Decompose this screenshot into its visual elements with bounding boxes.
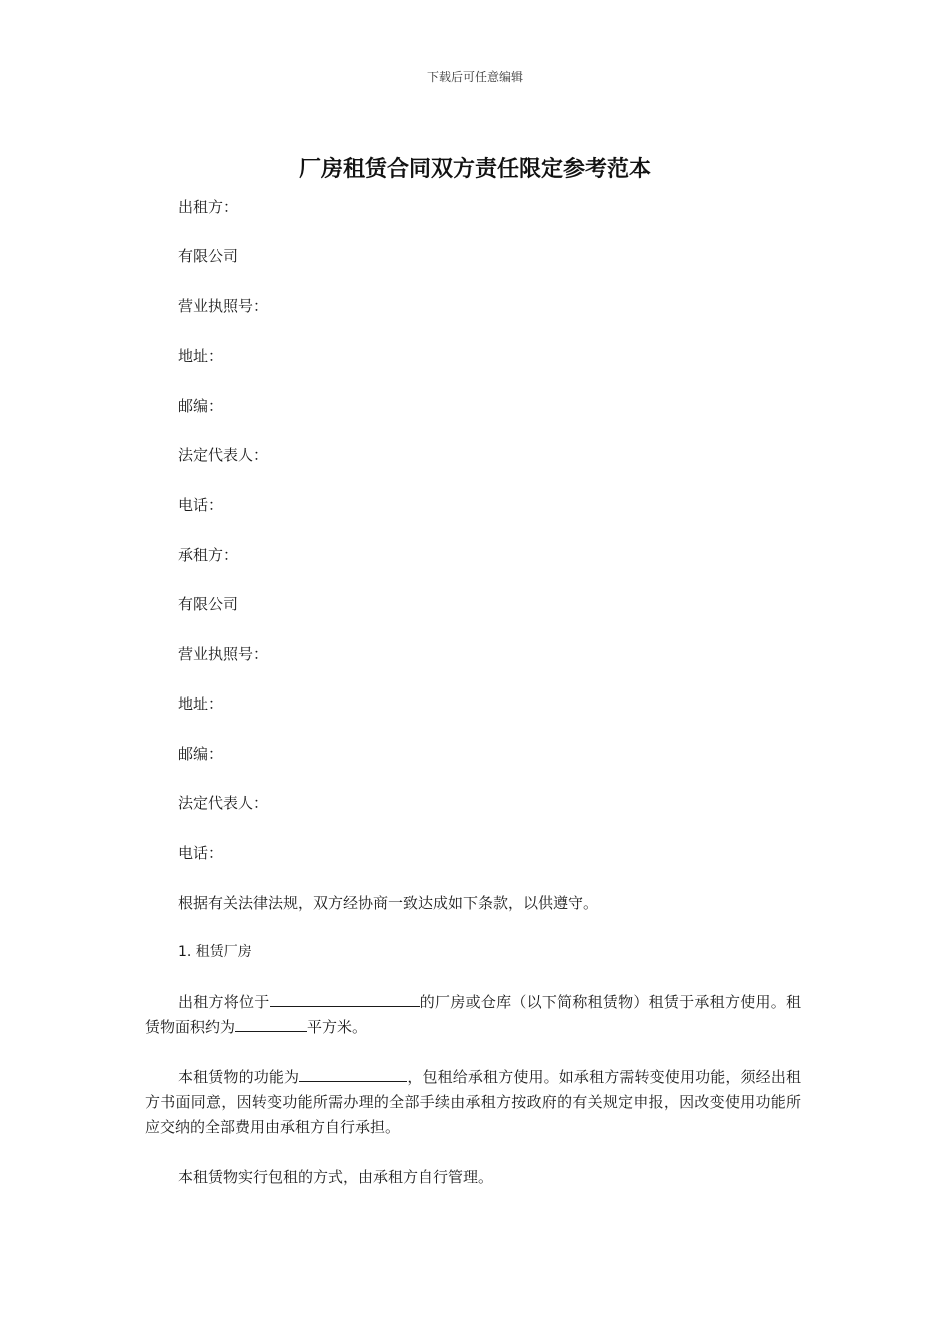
paragraph-management: 本租赁物实行包租的方式，由承租方自行管理。: [178, 1168, 494, 1186]
lessor-company: 有限公司: [178, 247, 239, 265]
document-title: 厂房租赁合同双方责任限定参考范本: [298, 157, 651, 182]
lessee-address: 地址：: [178, 695, 224, 713]
paragraph-text: 平方米。: [307, 1018, 368, 1036]
area-blank: [235, 1015, 307, 1032]
lessor-license: 营业执照号：: [178, 297, 269, 315]
lessee-company: 有限公司: [178, 595, 239, 613]
lessee-representative: 法定代表人：: [178, 794, 269, 812]
paragraph-text: 本租赁物的功能为: [178, 1068, 300, 1086]
lessee-postcode: 邮编：: [178, 745, 224, 763]
location-blank: [270, 990, 420, 1007]
lessor-phone: 电话：: [178, 496, 224, 514]
lessee-label: 承租方：: [178, 546, 239, 564]
lessor-address: 地址：: [178, 347, 224, 365]
lessee-license: 营业执照号：: [178, 645, 269, 663]
paragraph-function: [145, 1065, 801, 1140]
paragraph-leased-property: [145, 990, 801, 1040]
preamble: 根据有关法律法规，双方经协商一致达成如下条款，以供遵守。: [178, 894, 599, 912]
lessor-label: 出租方：: [178, 198, 239, 216]
section-heading: 1. 租赁厂房: [178, 944, 252, 960]
lessee-phone: 电话：: [178, 844, 224, 862]
header-note: 下载后可任意编辑: [426, 70, 523, 84]
paragraph-text: 出租方将位于: [178, 993, 270, 1011]
paragraph-text: 的厂房或仓库（以下简称租赁物）租赁于承租方使用。租赁物面积约为: [145, 993, 801, 1036]
function-blank: [299, 1065, 407, 1082]
lessor-postcode: 邮编：: [178, 397, 224, 415]
lessor-representative: 法定代表人：: [178, 446, 269, 464]
paragraph-text: ，包租给承租方使用。如承租方需转变使用功能，须经出租方书面同意，因转变功能所需办理的全部手续由承租方按政府的有关规定申报，因改变使用功能所应交纳的全部费用由承租方自行承担。: [145, 1068, 801, 1136]
